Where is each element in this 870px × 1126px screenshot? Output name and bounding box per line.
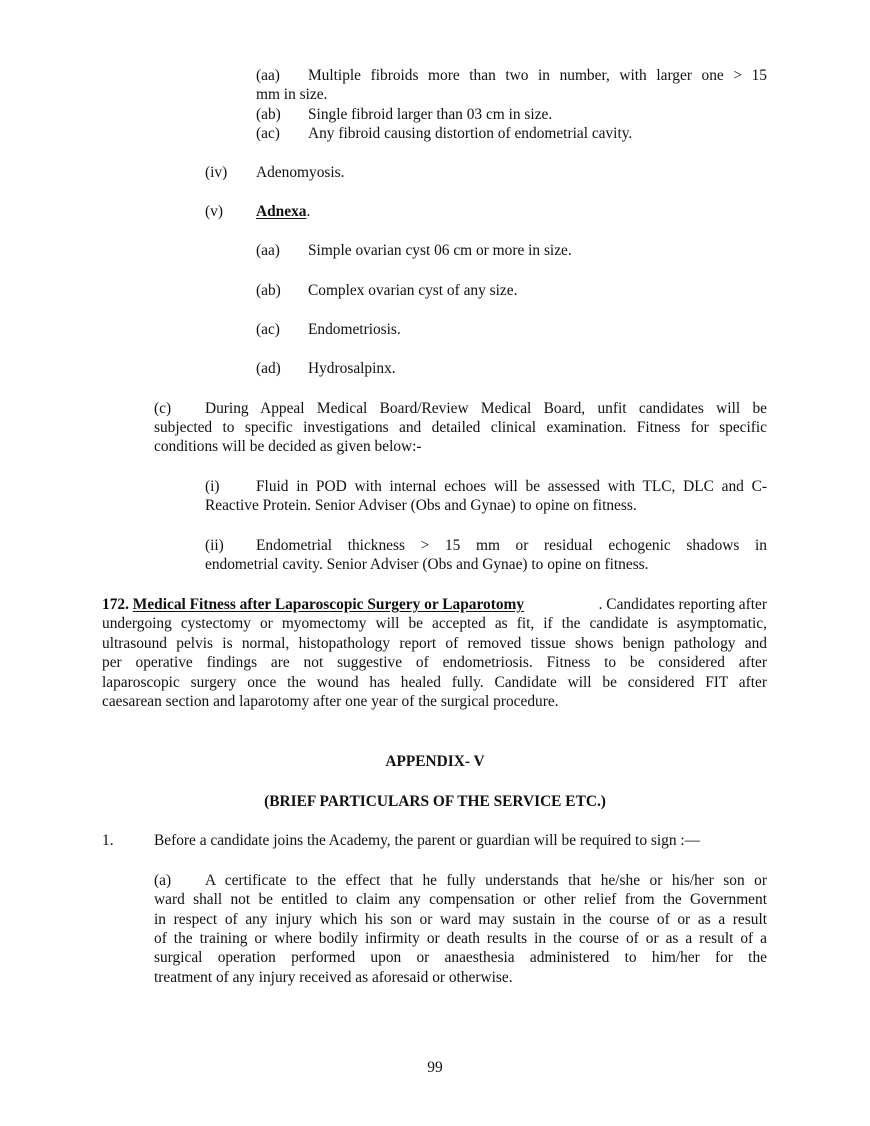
para-c-i-label: (i) [205,478,220,495]
para-172-line5: laparoscopic surgery once the wound has healed fully. Candidate will be considered FIT after [102,674,767,691]
fibroid-aa-text-line2: mm in size. [256,86,328,103]
item-iv-text: Adenomyosis. [256,164,345,181]
adnexa-ab-text: Complex ovarian cyst of any size. [308,282,518,299]
adnexa-ac-text: Endometriosis. [308,321,401,338]
para-c-line1: During Appeal Medical Board/Review Medical Board, unfit candidates will be [205,400,767,417]
item-iv-label: (iv) [205,164,228,181]
para-c-i-line1: Fluid in POD with internal echoes will be assessed with TLC, DLC and C- [256,478,767,495]
item-1-text: Before a candidate joins the Academy, the parent or guardian will be required to sign :— [154,832,701,849]
para-c-i-line2: Reactive Protein. Senior Adviser (Obs and Gynae) to opine on fitness. [205,497,637,514]
item-1-label: 1. [102,832,114,849]
adnexa-aa-text: Simple ovarian cyst 06 cm or more in size. [308,242,572,259]
para-172-line1-rest: . Candidates reporting after [598,596,767,613]
para-172-number: 172. [102,596,129,613]
fibroid-ac-text: Any fibroid causing distortion of endometrial cavity. [308,125,633,142]
item-1-a-line3: in respect of any injury which his son or ward may sustain in the course of or as a result [154,911,767,928]
item-1-a-line4: of the training or where bodily infirmity or death results in the course of or as a result of a [154,930,767,947]
adnexa-ac-label: (ac) [256,321,280,338]
fibroid-ab-text: Single fibroid larger than 03 cm in size. [308,106,553,123]
adnexa-heading: Adnexa [256,203,307,220]
adnexa-ab-label: (ab) [256,282,281,299]
para-172-line3: ultrasound pelvis is normal, histopathology report of removed tissue shows benign pathology and [102,635,767,652]
item-1-a-label: (a) [154,872,172,889]
para-c-ii-line2: endometrial cavity. Senior Adviser (Obs and Gynae) to opine on fitness. [205,556,649,573]
para-c-line3: conditions will be decided as given below:- [154,438,422,455]
page-number: 99 [427,1059,443,1076]
adnexa-ad-text: Hydrosalpinx. [308,360,396,377]
item-1-a-line6: treatment of any injury received as aforesaid or otherwise. [154,969,513,986]
para-c-line2: subjected to specific investigations and detailed clinical examination. Fitness for specific [154,419,767,436]
para-172-line6: caesarean section and laparotomy after one year of the surgical procedure. [102,693,559,710]
para-172-heading-wrap [102,595,524,614]
para-172-line1 [102,595,767,614]
fibroid-ac-label: (ac) [256,125,280,142]
item-v-heading-wrap [256,202,310,221]
fibroid-ab-label: (ab) [256,106,281,123]
item-1-a-line5: surgical operation performed upon or anaesthesia administered to him/her for the [154,949,767,966]
appendix-title: APPENDIX- V [385,753,485,770]
adnexa-aa-label: (aa) [256,242,280,259]
fibroid-aa-label: (aa) [256,67,280,84]
fibroid-aa-text-line1: Multiple fibroids more than two in number, with larger one > 15 [308,67,767,84]
item-1-a-line1: A certificate to the effect that he fully understands that he/she or his/her son or [205,872,767,889]
item-v-label: (v) [205,203,223,220]
para-172-line4: per operative findings are not suggestive of endometriosis. Fitness to be considered after [102,654,767,671]
adnexa-heading-suffix: . [306,203,311,220]
para-c-label: (c) [154,400,172,417]
adnexa-ad-label: (ad) [256,360,281,377]
item-1-a-line2: ward shall not be entitled to claim any compensation or other relief from the Government [154,891,767,908]
para-c-ii-label: (ii) [205,537,224,554]
para-172-heading: Medical Fitness after Laparoscopic Surgery or Laparotomy [132,596,525,613]
appendix-subtitle: (BRIEF PARTICULARS OF THE SERVICE ETC.) [264,793,606,810]
para-172-line2: undergoing cystectomy or myomectomy will be accepted as fit, if the candidate is asymptomatic, [102,615,767,632]
para-c-ii-line1: Endometrial thickness > 15 mm or residual echogenic shadows in [256,537,767,554]
